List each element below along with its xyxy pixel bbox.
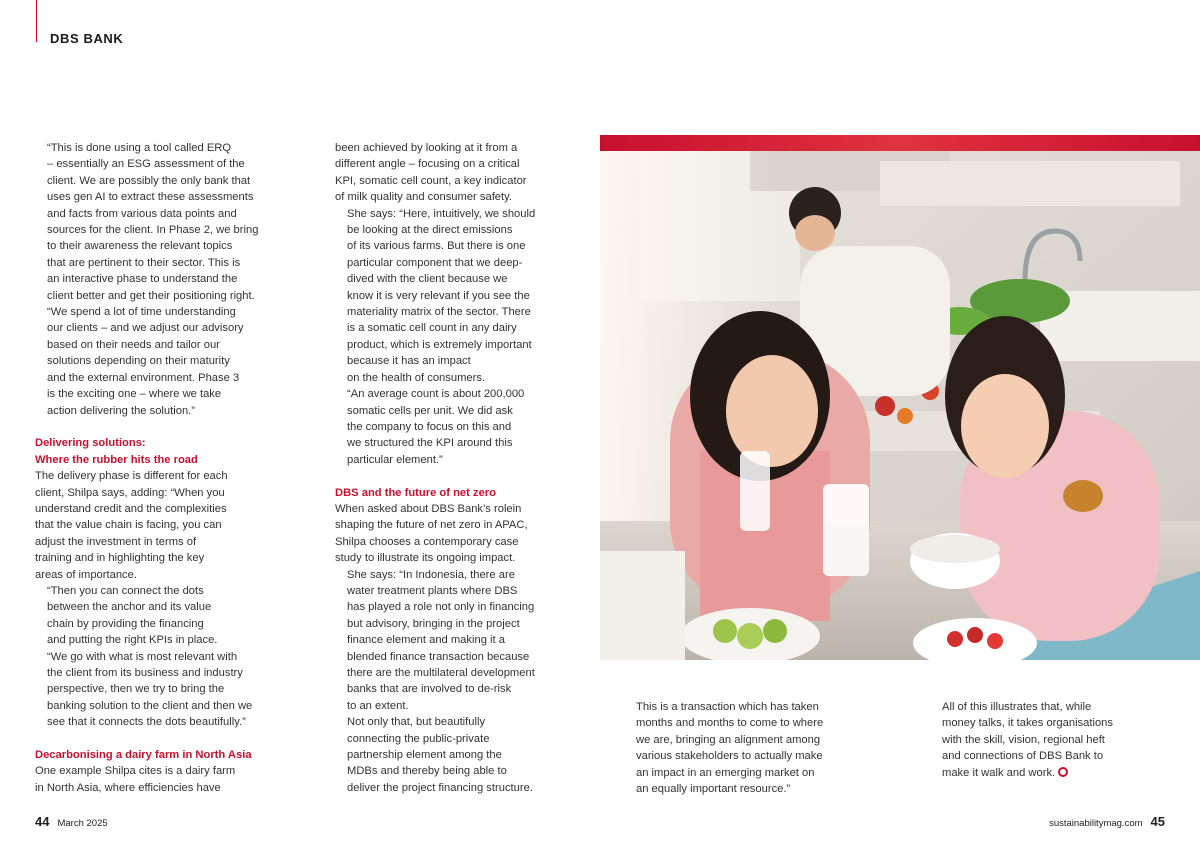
text-line: understand credit and the complexities xyxy=(35,502,227,515)
text-line: chain by providing the financing xyxy=(47,617,204,630)
section-heading-delivering-solutions xyxy=(35,435,285,468)
text-line: areas of importance. xyxy=(35,568,137,581)
magazine-section-title: DBS BANK xyxy=(50,31,124,46)
paragraph xyxy=(335,386,575,468)
text-line: on the health of consumers. xyxy=(347,371,486,384)
text-line: “Then you can connect the dots xyxy=(47,584,204,597)
text-line: Where the rubber hits the road xyxy=(35,453,198,466)
photo-accent-band xyxy=(600,135,1200,151)
text-line: because it has an impact xyxy=(347,355,471,368)
website-link[interactable]: sustainabilitymag.com xyxy=(1049,818,1143,829)
text-line: sources for the client. In Phase 2, we bring xyxy=(47,224,259,237)
text-line: Not only that, but beautifully xyxy=(347,716,486,729)
paragraph xyxy=(35,583,285,649)
text-line: has played a role not only in financing xyxy=(347,601,535,614)
text-line: client better and get their positioning right. xyxy=(47,289,255,302)
text-line: study to illustrate its ongoing impact. xyxy=(335,552,516,565)
issue-date: March 2025 xyxy=(57,818,108,829)
text-line: and putting the right KPIs in place. xyxy=(47,634,218,647)
text-line: partnership element among the xyxy=(347,749,502,762)
text-line: that are pertinent to their sector. This is xyxy=(47,256,241,269)
text-line: perspective, then we try to bring the xyxy=(47,683,225,696)
footer-right xyxy=(1049,814,1165,829)
text-line: particular element.” xyxy=(347,453,443,466)
text-line: Shilpa chooses a contemporary case xyxy=(335,535,519,548)
paragraph xyxy=(335,714,575,796)
paragraph xyxy=(335,567,575,715)
text-line: an impact in an emerging market on xyxy=(636,766,815,779)
text-line: training and in highlighting the key xyxy=(35,552,205,565)
text-line: “An average count is about 200,000 xyxy=(347,388,525,401)
article-column-1 xyxy=(35,140,285,796)
text-line: deliver the project financing structure. xyxy=(347,781,533,794)
text-line: uses gen AI to extract these assessments xyxy=(47,191,254,204)
text-line: materiality matrix of the sector. There xyxy=(347,306,531,319)
text-line: see that it connects the dots beautifully.” xyxy=(47,716,246,729)
text-line: of its various farms. But there is one xyxy=(347,240,526,253)
text-line: with the skill, vision, regional heft xyxy=(942,733,1105,746)
text-line: water treatment plants where DBS xyxy=(347,584,518,597)
text-line: – essentially an ESG assessment of the xyxy=(47,158,245,171)
text-line: solutions depending on their maturity xyxy=(47,355,230,368)
paragraph xyxy=(335,140,575,206)
text-line: product, which is extremely important xyxy=(347,338,532,351)
text-line: we structured the KPI around this xyxy=(347,437,513,450)
text-line: between the anchor and its value xyxy=(47,601,212,614)
text-line: months and months to come to where xyxy=(636,717,824,730)
text-line: When asked about DBS Bank’s rolein xyxy=(335,502,522,515)
text-line: been achieved by looking at it from a xyxy=(335,142,518,154)
text-line: is a somatic cell count in any dairy xyxy=(347,322,517,335)
text-line: particular component that we deep- xyxy=(347,256,523,269)
text-line: All of this illustrates that, while xyxy=(942,701,1092,713)
circle-end-mark-icon xyxy=(1058,767,1068,777)
paragraph xyxy=(335,206,575,386)
text-line: we are, bringing an alignment among xyxy=(636,733,821,746)
text-line: different angle – focusing on a critical xyxy=(335,158,520,171)
text-line: based on their needs and tailor our xyxy=(47,338,220,351)
text-line: make it walk and work. xyxy=(930,765,1170,781)
footer-left xyxy=(35,814,108,829)
page-number-left: 44 xyxy=(35,814,50,829)
article-column-4 xyxy=(930,699,1170,781)
text-line: an interactive phase to understand the xyxy=(47,273,238,286)
text-line: One example Shilpa cites is a dairy farm xyxy=(35,765,236,778)
text-line: She says: “Here, intuitively, we should xyxy=(347,207,536,220)
section-heading-decarbonising-dairy: Decarbonising a dairy farm in North Asia xyxy=(35,749,252,761)
text-line: the client from its business and industry xyxy=(47,666,243,679)
header-rule xyxy=(36,0,37,42)
text-line: Delivering solutions: xyxy=(35,437,146,450)
text-line: The delivery phase is different for each xyxy=(35,470,228,483)
text-line: be looking at the direct emissions xyxy=(347,224,513,237)
text-line: “This is done using a tool called ERQ xyxy=(47,142,232,154)
text-line: banks that are involved to de-risk xyxy=(347,683,512,696)
paragraph xyxy=(35,468,285,583)
text-line: She says: “In Indonesia, there are xyxy=(347,568,515,581)
text-line: shaping the future of net zero in APAC, xyxy=(335,519,528,532)
section-heading-net-zero: DBS and the future of net zero xyxy=(335,486,496,499)
text-line: the company to focus on this and xyxy=(347,420,512,433)
text-line: an equally important resource.” xyxy=(636,783,791,796)
paragraph xyxy=(335,501,575,567)
paragraph xyxy=(636,699,876,797)
text-line: This is a transaction which has taken xyxy=(636,701,819,713)
text-line: and facts from various data points and xyxy=(47,207,237,220)
text-line: there are the multilateral development xyxy=(347,666,535,679)
text-line: KPI, somatic cell count, a key indicator xyxy=(335,174,527,187)
text-line: to an extent. xyxy=(347,699,409,712)
text-line: but advisory, bringing in the project xyxy=(347,617,520,630)
text-line: client. We are possibly the only bank that xyxy=(47,174,251,187)
text-line: “We spend a lot of time understanding xyxy=(47,306,236,319)
text-line: “We go with what is most relevant with xyxy=(47,650,238,663)
text-line: somatic cells per unit. We did ask xyxy=(347,404,513,417)
text-line: to their awareness the relevant topics xyxy=(47,240,233,253)
text-line: that the value chain is facing, you can xyxy=(35,519,222,532)
article-column-2 xyxy=(335,140,575,796)
text-line: connecting the public-private xyxy=(347,732,490,745)
text-line: various stakeholders to actually make xyxy=(636,750,823,763)
text-line: our clients – and we adjust our advisory xyxy=(47,322,244,335)
text-line: in North Asia, where efficiencies have xyxy=(35,781,221,794)
text-line: client, Shilpa says, adding: “When you xyxy=(35,486,225,499)
text-line: blended finance transaction because xyxy=(347,650,530,663)
paragraph xyxy=(35,304,285,419)
text-line: action delivering the solution.” xyxy=(47,404,196,417)
text-line: and the external environment. Phase 3 xyxy=(47,371,240,384)
text-line: adjust the investment in terms of xyxy=(35,535,197,548)
page-number-right: 45 xyxy=(1150,814,1165,829)
text-line: banking solution to the client and then we xyxy=(47,699,253,712)
paragraph xyxy=(930,699,1170,781)
paragraph xyxy=(35,763,285,796)
text-line: and connections of DBS Bank to xyxy=(942,750,1104,763)
paragraph xyxy=(35,649,285,731)
text-line: finance element and making it a xyxy=(347,634,505,647)
paragraph xyxy=(35,140,285,304)
article-column-3 xyxy=(636,699,876,797)
text-line: know it is very relevant if you see the xyxy=(347,289,530,302)
text-line: dived with the client because we xyxy=(347,273,508,286)
text-line: MDBs and thereby being able to xyxy=(347,765,507,778)
text-line: money talks, it takes organisations xyxy=(942,717,1114,730)
text-line: is the exciting one – where we take xyxy=(47,388,222,401)
text-line: of milk quality and consumer safety. xyxy=(335,191,513,204)
family-breakfast-photo xyxy=(600,151,1200,660)
